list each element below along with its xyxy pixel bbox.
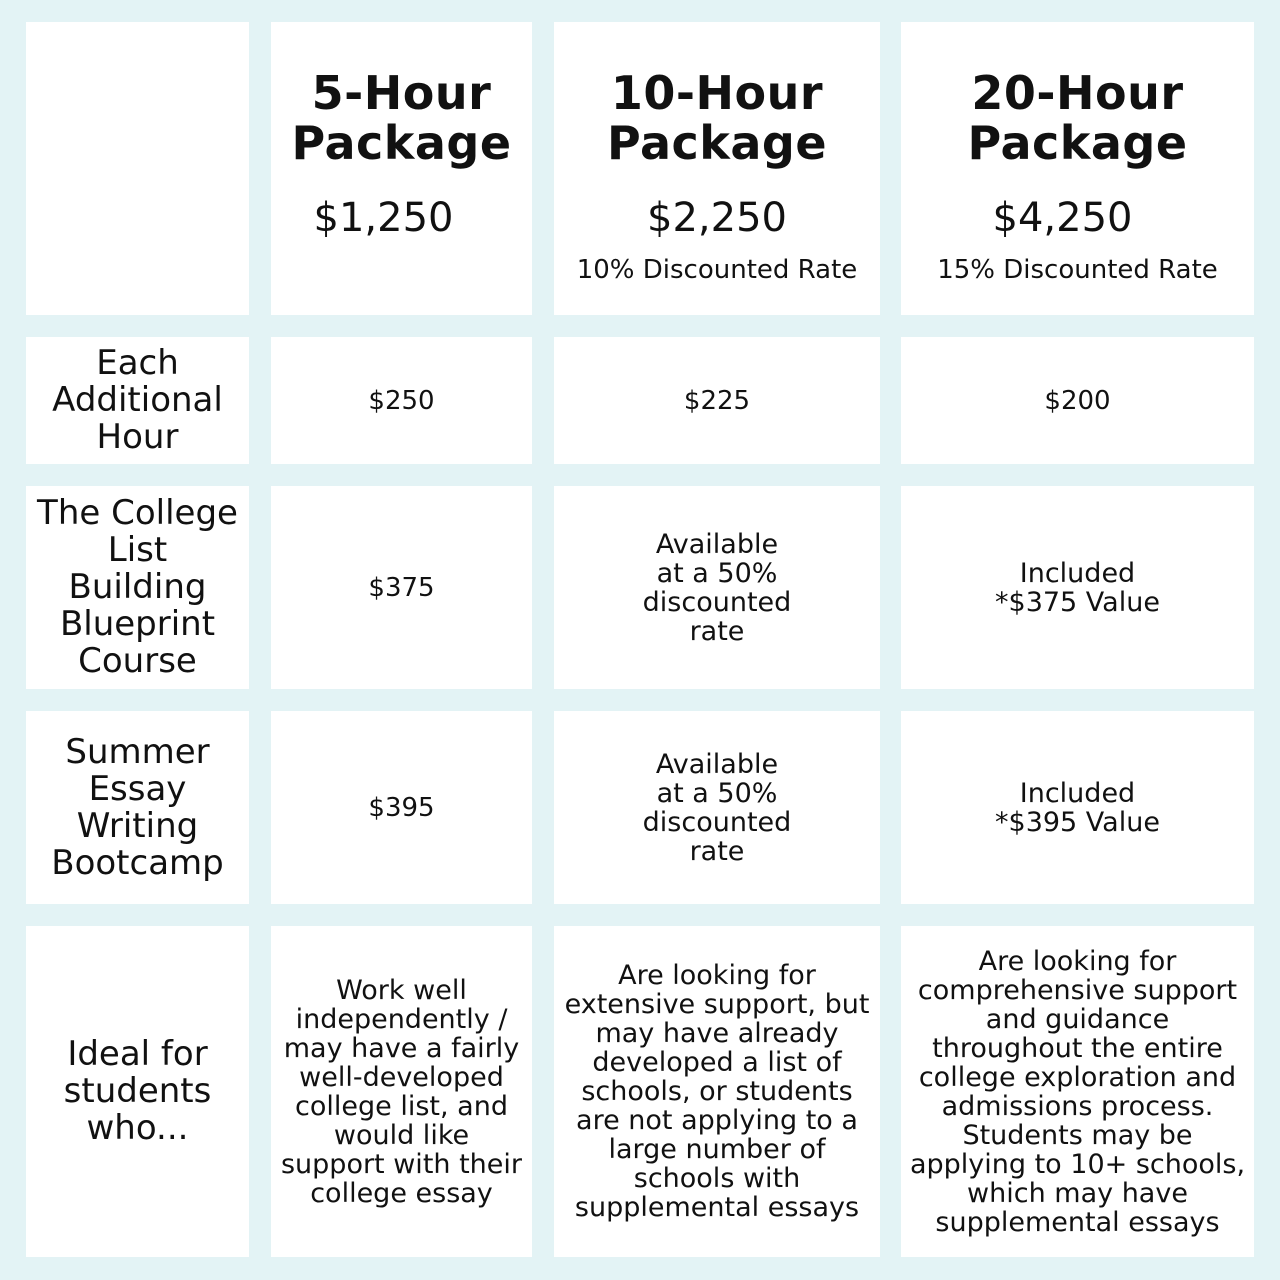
package-discount-note: 15% Discounted Rate (937, 255, 1218, 285)
cell-ideal-for-20 (901, 926, 1254, 1257)
cell-additional-hour-20 (901, 337, 1254, 464)
cell-value: $250 (368, 385, 435, 416)
package-name: 5-Hour Package (291, 66, 512, 170)
cell-description: Work well independently / may have a fairly well-developed college list, and would like support with their college essay (280, 974, 523, 1209)
cell-value: Included *$395 Value (995, 777, 1160, 838)
cell-value: $375 (368, 572, 435, 603)
cell-description: Are looking for comprehensive support and guidance throughout the entire college exploration and admissions process. Students may be applying to 10+ schools, which may have supplemental essays (909, 945, 1246, 1238)
package-price: $4,250 (992, 195, 1133, 241)
cell-college-list-10 (554, 486, 880, 689)
package-header-10-hour (554, 22, 880, 315)
cell-additional-hour-5 (271, 337, 532, 464)
cell-college-list-5 (271, 486, 532, 689)
cell-ideal-for-5 (271, 926, 532, 1257)
package-name: 20-Hour Package (967, 66, 1188, 170)
row-label-college-list-course (26, 486, 249, 689)
corner-empty-cell (26, 22, 249, 315)
row-label: Each Additional Hour (52, 343, 223, 457)
package-price: $2,250 (647, 195, 787, 241)
row-label-ideal-for (26, 926, 249, 1257)
row-label: The College List Building Blueprint Course (37, 493, 238, 681)
cell-ideal-for-10 (554, 926, 880, 1257)
cell-value: $395 (368, 792, 435, 823)
cell-value: $200 (1044, 385, 1111, 416)
cell-description: Are looking for extensive support, but may have already developed a list of schools, or students are not applying to a large number of schools with supplemental essays (564, 960, 870, 1223)
row-label-additional-hour (26, 337, 249, 464)
cell-essay-bootcamp-20 (901, 711, 1254, 904)
cell-essay-bootcamp-10 (554, 711, 880, 904)
package-header-5-hour (271, 22, 532, 315)
package-header-20-hour (901, 22, 1254, 315)
row-label: Summer Essay Writing Bootcamp (51, 731, 224, 883)
cell-value: Included *$375 Value (995, 557, 1160, 618)
cell-college-list-20 (901, 486, 1254, 689)
row-label: Ideal for students who... (63, 1034, 212, 1148)
package-price: $1,250 (313, 195, 454, 241)
package-discount-note: 10% Discounted Rate (576, 255, 858, 285)
cell-value: Available at a 50% discounted rate (642, 748, 792, 867)
cell-essay-bootcamp-5 (271, 711, 532, 904)
cell-value: $225 (683, 385, 751, 416)
row-label-essay-bootcamp (26, 711, 249, 904)
package-name: 10-Hour Package (607, 66, 828, 170)
cell-additional-hour-10 (554, 337, 880, 464)
cell-value: Available at a 50% discounted rate (642, 528, 792, 647)
